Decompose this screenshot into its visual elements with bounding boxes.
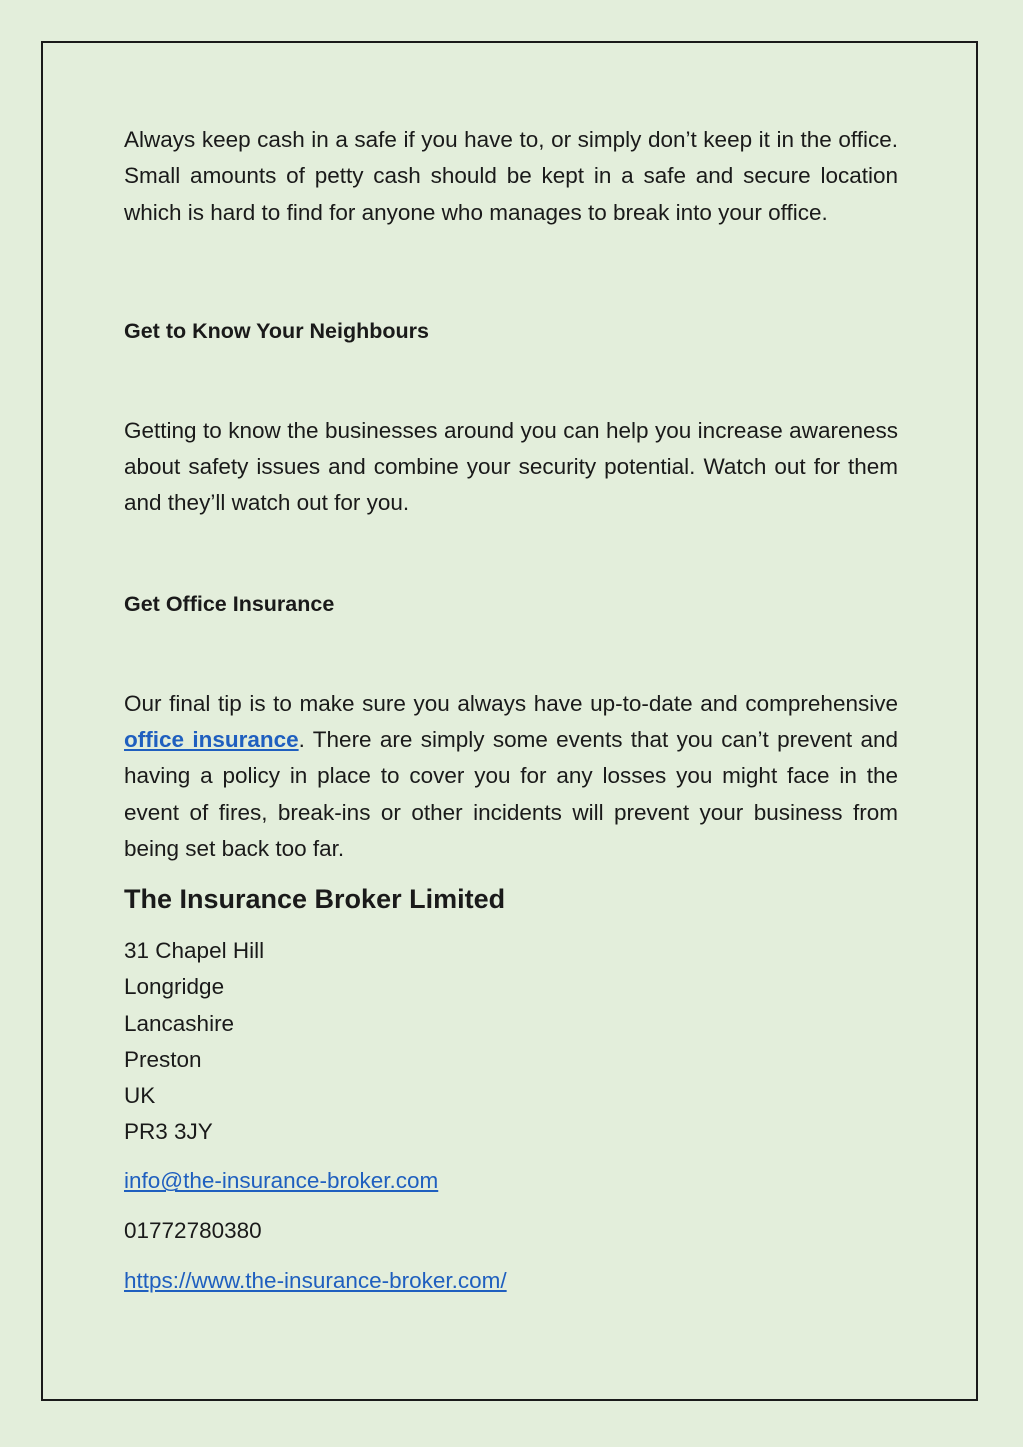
website-row <box>124 1263 898 1299</box>
address-line: Lancashire <box>124 1010 235 1036</box>
insurance-text-after: . There are simply some events that you can’t prevent and having a policy in place to cover you for any losses you might face in the event of fires, break-ins or other incidents will prevent your business from being set back too far. <box>124 727 898 861</box>
address-line: 31 Chapel Hill <box>124 938 265 964</box>
insurance-paragraph <box>124 686 898 867</box>
address-line: Preston <box>124 1046 202 1072</box>
address-line: UK <box>124 1083 156 1109</box>
address-line: PR3 3JY <box>124 1119 213 1145</box>
document-content <box>124 122 898 1299</box>
insurance-heading: Get Office Insurance <box>124 591 335 616</box>
address-line: Longridge <box>124 974 225 1000</box>
insurance-text-before: Our final tip is to make sure you always have up-to-date and comprehensive <box>124 690 898 716</box>
email-link[interactable]: info@the-insurance-broker.com <box>124 1168 439 1194</box>
company-address <box>124 933 898 1150</box>
neighbours-paragraph: Getting to know the businesses around you can help you increase awareness about safety issues and combine your security potential. Watch out for them and they’ll watch out for you. <box>124 417 898 516</box>
phone-number: 01772780380 <box>124 1218 262 1244</box>
email-row <box>124 1163 898 1199</box>
website-link[interactable]: https://www.the-insurance-broker.com/ <box>124 1268 507 1294</box>
cash-paragraph: Always keep cash in a safe if you have to, or simply don’t keep it in the office. Small amounts of petty cash should be kept in a safe and secure location which is hard to find for anyone who manages to break into your office. <box>124 127 898 225</box>
neighbours-heading: Get to Know Your Neighbours <box>124 318 429 343</box>
company-name: The Insurance Broker Limited <box>124 884 506 915</box>
office-insurance-link[interactable]: office insurance <box>124 727 299 753</box>
